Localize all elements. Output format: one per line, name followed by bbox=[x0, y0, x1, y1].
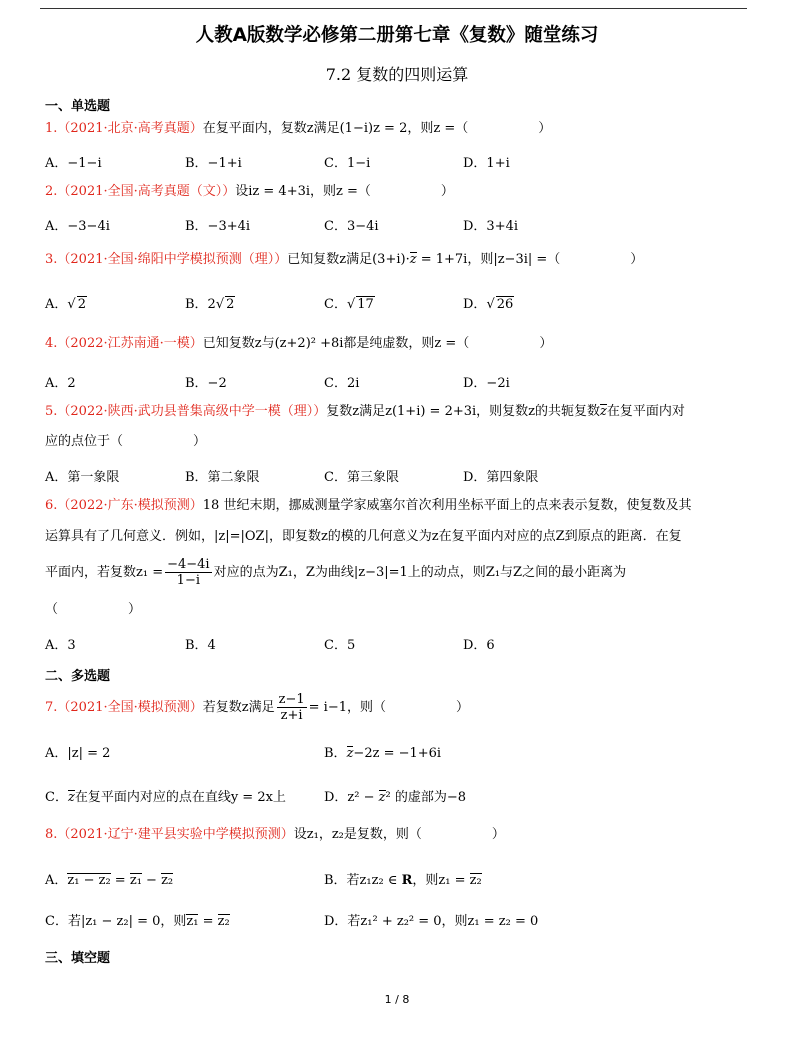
conjugate-z: z bbox=[378, 790, 386, 805]
question-end: ） bbox=[538, 121, 552, 136]
q8-option-c[interactable]: C．若|z₁ − z₂| = 0，则z₁ = z₂ bbox=[45, 914, 230, 929]
q3-option-a[interactable]: A．√ 2 bbox=[45, 297, 86, 312]
q5-option-b[interactable]: B．第二象限 bbox=[185, 470, 260, 485]
question-source: （2021·辽宁·建平县实验中学模拟预测） bbox=[57, 827, 294, 842]
question-number: 2. bbox=[45, 184, 58, 199]
question-text: 复数z满足z(1+i) = 2+3i，则复数z的共轭复数 bbox=[326, 404, 601, 419]
q4-option-b[interactable]: B．−2 bbox=[185, 376, 227, 391]
question-4 bbox=[45, 335, 750, 353]
fraction: $\frac{-4-4i}{1-i}$ bbox=[167, 557, 210, 588]
question-2 bbox=[45, 183, 750, 201]
question-end: ） bbox=[440, 184, 454, 199]
q6-option-b[interactable]: B．4 bbox=[185, 638, 216, 653]
section-heading-single: 一、单选题 bbox=[45, 99, 111, 114]
question-number: 8. bbox=[45, 827, 58, 842]
q6-option-c[interactable]: C．5 bbox=[324, 638, 356, 653]
question-3 bbox=[45, 251, 750, 269]
conjugate-z: z bbox=[346, 746, 354, 761]
question-text: 在复平面内对 bbox=[606, 404, 685, 419]
conjugate-z: z bbox=[67, 790, 75, 805]
question-source: （2022·陕西·武功县普集高级中学一模（理）） bbox=[57, 404, 327, 419]
question-6-line-2: 运算具有了几何意义．例如，|z|=|OZ|，即复数z的模的几何意义为z在复平面内对应的点Z到原点的距离．在复 bbox=[45, 529, 682, 544]
question-1 bbox=[45, 120, 750, 138]
question-number: 1. bbox=[45, 121, 58, 136]
question-number: 7. bbox=[45, 700, 58, 715]
q7-option-c[interactable]: C．z在复平面内对应的点在直线y = 2x上 bbox=[45, 790, 286, 805]
q2-option-b[interactable]: B．−3+4i bbox=[185, 219, 251, 234]
question-8: 8.（2021·辽宁·建平县实验中学模拟预测）设z₁，z₂是复数，则（ ） bbox=[45, 827, 505, 842]
question-6-line-3: 平面内，若复数z₁ = $\frac{-4-4i}{1-i}$ 对应的点为Z₁，Z为曲线|z−3|=1上的动点，则Z₁与Z之间的最小距离为 bbox=[45, 557, 627, 588]
fraction: $\frac{z-1}{z+i}$ bbox=[278, 692, 305, 723]
question-7: 7.（2021·全国·模拟预测）若复数z满足 $\frac{z-1}{z+i}$ = i−1，则（ ） bbox=[45, 692, 470, 723]
q2-option-d[interactable]: D．3+4i bbox=[463, 219, 519, 234]
conjugate-z: z bbox=[600, 404, 607, 419]
q5-option-d[interactable]: D．第四象限 bbox=[463, 470, 539, 485]
question-source: （2021·全国·模拟预测） bbox=[57, 700, 203, 715]
q2-option-c[interactable]: C．3−4i bbox=[324, 219, 379, 234]
section-heading-multi: 二、多选题 bbox=[45, 669, 111, 684]
q4-option-a[interactable]: A．2 bbox=[45, 376, 76, 391]
question-number: 6. bbox=[45, 498, 58, 513]
question-end: ） bbox=[539, 336, 553, 351]
question-text: 在复平面内，复数z满足(1−i)z = 2，则z =（ bbox=[202, 121, 469, 136]
q3-option-b[interactable]: B．2√ 2 bbox=[185, 297, 235, 312]
q7-option-d[interactable]: D．z² − z² 的虚部为−8 bbox=[324, 790, 467, 805]
q4-option-c[interactable]: C．2i bbox=[324, 376, 360, 391]
question-end: ） bbox=[630, 252, 644, 267]
q8-option-b[interactable]: B．若z₁z₂ ∈ R，则z₁ = z₂ bbox=[324, 873, 482, 888]
question-6-line-4: （ ） bbox=[45, 602, 142, 617]
q7-option-a[interactable]: A．|z| = 2 bbox=[45, 746, 111, 761]
page-number: 1 / 8 bbox=[384, 993, 410, 1006]
q6-option-d[interactable]: D．6 bbox=[463, 638, 495, 653]
q8-option-a[interactable]: A．z₁ − z₂ = z₁ − z₂ bbox=[45, 873, 174, 888]
question-6 bbox=[45, 497, 750, 515]
question-text: 已知复数z满足(3+i)· bbox=[287, 252, 410, 267]
q8-option-d[interactable]: D．若z₁² + z₂² = 0，则z₁ = z₂ = 0 bbox=[324, 914, 539, 929]
q7-option-b[interactable]: B．z−2z = −1+6i bbox=[324, 746, 442, 761]
section-subtitle: 7.2 复数的四则运算 bbox=[325, 65, 469, 84]
q4-option-d[interactable]: D．−2i bbox=[463, 376, 510, 391]
question-number: 5. bbox=[45, 404, 58, 419]
q6-option-a[interactable]: A．3 bbox=[45, 638, 76, 653]
question-text: 已知复数z与(z+2)² +8i都是纯虚数，则z =（ bbox=[202, 336, 470, 351]
q2-option-a[interactable]: A．−3−4i bbox=[45, 219, 110, 234]
q5-option-a[interactable]: A．第一象限 bbox=[45, 470, 120, 485]
q3-option-c[interactable]: C．√ 17 bbox=[324, 297, 374, 312]
q5-option-c[interactable]: C．第三象限 bbox=[324, 470, 399, 485]
q1-option-a[interactable]: A．−1−i bbox=[45, 156, 102, 171]
question-5 bbox=[45, 403, 750, 421]
q1-option-c[interactable]: C．1−i bbox=[324, 156, 371, 171]
section-heading-fill: 三、填空题 bbox=[45, 951, 111, 966]
header-rule bbox=[40, 8, 747, 9]
q3-option-d[interactable]: D．√ 26 bbox=[463, 297, 514, 312]
question-text: = 1+7i，则|z−3i| =（ bbox=[416, 252, 561, 267]
question-text: 18 世纪末期，挪威测量学家威塞尔首次利用坐标平面上的点来表示复数，使复数及其 bbox=[202, 498, 692, 513]
page-title: 人教A版数学必修第二册第七章《复数》随堂练习 bbox=[195, 25, 599, 46]
question-number: 3. bbox=[45, 252, 58, 267]
question-source: （2021·全国·高考真题（文）） bbox=[57, 184, 236, 199]
q1-option-d[interactable]: D．1+i bbox=[463, 156, 510, 171]
question-source: （2022·江苏南通·一模） bbox=[57, 336, 203, 351]
question-source: （2022·广东·模拟预测） bbox=[57, 498, 203, 513]
question-source: （2021·北京·高考真题） bbox=[57, 121, 203, 136]
q1-option-b[interactable]: B．−1+i bbox=[185, 156, 242, 171]
question-number: 4. bbox=[45, 336, 58, 351]
conjugate-z: z bbox=[409, 252, 417, 267]
question-5-line-2: 应的点位于（ ） bbox=[45, 434, 207, 449]
question-source: （2021·全国·绵阳中学模拟预测（理）） bbox=[57, 252, 288, 267]
question-text: 设iz = 4+3i，则z =（ bbox=[235, 184, 371, 199]
